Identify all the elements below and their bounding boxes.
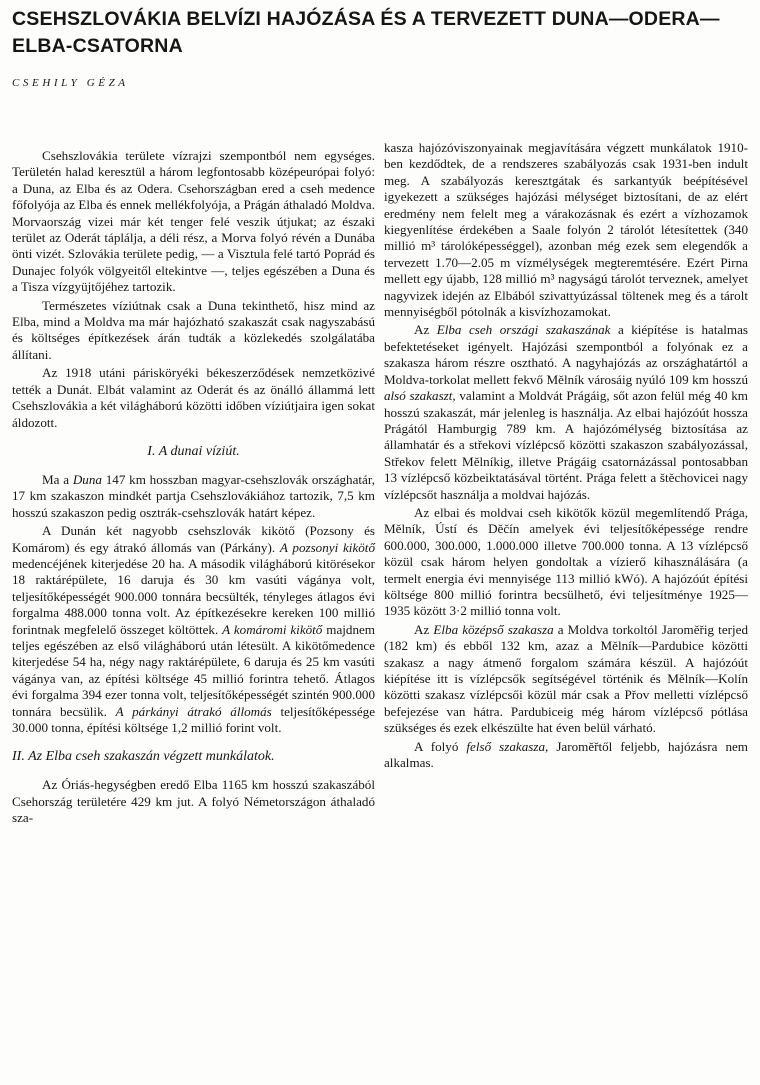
text-run: A Dunán két nagyobb csehszlovák kikötő (Pozsony és Komárom) és egy átrakó állomás van (Párkány). <box>12 523 375 555</box>
paragraph: Természetes víziútnak csak a Duna tekinthető, hisz mind az Elba, mind a Moldva ma már hajózható szakaszát csak nagyszabású és költséges építkezések árán tudták a közlekedés szolgálatába állítani. <box>12 297 375 362</box>
text-run: 147 km hosszban magyar-csehszlovák országhatár, 17 km szakaszon mindkét partja Csehszlovákiához tartozik, 7,5 km hosszú szakaszon pedig osztrák-csehszlovák határt képez. <box>12 471 375 520</box>
paragraph <box>12 472 375 521</box>
emphasis: felső szakasza, <box>466 738 549 754</box>
emphasis: Elba cseh országi szakaszának <box>436 322 611 338</box>
paragraph: kasza hajózóviszonyainak megjavítására végzett munkálatok 1910-ben kezdődtek, de a rendszeres szabályozás csak 1931-ben indult meg. A szabályozás keresztgátak és sarkantyúk beépítésével igyekezett a szükséges hajózási mélységet biztosítani, de az elért eredmény nem felelt meg a várakozásnak és ezért a vízhozamok kiegyenlítése érdekében a Saale folyón 2 tárolót létesítettek (340 millió m³ tárolóképességgel), azonban még ezek sem elegendők a tervezett 1.70—2.05 m vízmélységek megteremtésére. Ezért Pirna mellett egy újabb, 128 millió m³ nagyságú tárolót terveznek, amelyet nagyvizek idején az Elbából szivattyúzással töltenek meg és a tárolt mennyiségből pótolnák a kisvízhozamokat. <box>384 140 748 320</box>
paragraph: Az elbai és moldvai cseh kikötők közül megemlítendő Prága, Mělník, Ústí és Děčín amelyek évi teljesítőképessége rendre 600.000, 300.000, 1.000.000 illetve 700.000 tonna. A 13 vízlépcső közül csak három helyen gondoltak a vízierő kihasználására (a termelt energia évi mennyisége 113 millió kWó). A hajózóút építési költsége 800 millió forintra becsülhető, évi teljesítménye 1925—1935 között 3·2 millió tonna volt. <box>384 504 748 619</box>
text-run: Ma a <box>42 471 73 487</box>
paragraph <box>384 322 748 502</box>
left-column <box>12 148 375 827</box>
article-title: CSEHSZLOVÁKIA BELVÍZI HAJÓZÁSA ÉS A TERVEZETT DUNA—ODERA—ELBA-CSATORNA <box>12 8 720 57</box>
emphasis: Elba középső szakasza <box>433 621 554 637</box>
emphasis: A pozsonyi kikötő <box>279 539 375 555</box>
emphasis: A komáromi kikötő <box>222 621 323 637</box>
emphasis: Duna <box>72 471 102 487</box>
right-column <box>384 140 748 771</box>
text-run: A folyó <box>414 738 467 754</box>
paragraph: Az 1918 utáni párisköryéki békeszerződések nemzetközivé tették a Dunát. Elbát valamint az Oderát és az önálló állammá lett Csehszlovákia a két világháború közötti időben víziútjaira igen sokat áldozott. <box>12 365 375 430</box>
paragraph: Csehszlovákia területe vízrajzi szempontból nem egységes. Területén halad keresztül a három legfontosabb középeurópai folyó: a Duna, az Elba és az Odera. Csehországban ered a cseh medence főfolyója az Elba és ennek mellékfolyója, a Prágán áthaladó Moldva. Morvaország vizei már két tenger felé veszik útjukat; az északi terület az Oderát táplálja, a déli rész, a Morva folyó révén a Dunába önti vizét. Szlovákia területe pedig, — a Visztula felé tartó Poprád és Dunajec folyók völgyeitől eltekintve —, teljes egészében a Duna és a Tisza vízgyüjtőjéhez tartozik. <box>12 148 375 295</box>
text-run: Az <box>414 621 434 637</box>
text-run: valamint a Moldvát Prágáig, sőt azon felül még 40 km hosszú szakaszát, már jelenleg is használja. Az elbai hajózóút hossza Prágától Hamburgig 789 km. A hajózómélység biztosítása az államhatár és a střekovi vízlépcső közötti szakaszon szabályozással, Střekov felett Mělníkig, illetve Prágáig csatornázással pontosabban 13 vízlépcső közbeiktatásával történt. Prága felett a štěchovicei nagy vízlépcsőt használja a moldvai hajózás. <box>384 388 748 502</box>
text-run: a Moldva torkoltól Jaroměřig terjed (182 km) és ebből 132 km, azaz a Mělník—Pardubice közötti szakasz a nagy átmenő forgalom számára készül. A hajózóút kiépítése itt is vízlépcsők segítségével történik és Mělník—Kolín közötti szakasz vízlépcsői közül már csak a Přov melletti vízlépcső befejezése van hátra. Pardubiceig még három vízlépcső pótlása szükséges és ezek elkészülte hat éven belül várható. <box>384 621 748 736</box>
emphasis: A párkányi átrakó állomás <box>115 703 272 719</box>
text-run: a kiépítése is hatalmas befektetéseket igényelt. Hajózási szempontból a folyónak ez a szakasza három részre osztható. A nagyhajózás az országhatártól a Moldva-torkolat mellett fekvő Mělník városáig nyúló 109 km hosszú <box>384 322 749 387</box>
paragraph <box>12 523 375 736</box>
paragraph <box>384 739 748 772</box>
text-run: teljesítőképessége 30.000 tonna, építési költsége 1,2 millió forint volt. <box>12 703 376 735</box>
author-byline: CSEHILY GÉZA <box>12 77 129 89</box>
section-heading-elbe: II. Az Elba cseh szakaszán végzett munkálatok. <box>12 749 275 765</box>
text-run: Jaroměřtől feljebb, hajózásra nem alkalmas. <box>384 738 748 771</box>
paragraph: Az Óriás-hegységben eredő Elba 1165 km hosszú szakaszából Csehország területére 429 km jut. A folyó Németországon áthaladó sza- <box>12 777 375 826</box>
section-heading-danube: I. A dunai víziút. <box>147 443 240 459</box>
text-run: majdnem teljes egészében az első világháború után létesült. A kikötőmedence kiterjedése 54 ha, négy nagy raktárépülete, 6 daruja és 25 km vasúti vágánya van, az építési költsége 45 millió forintra tehető. Átlagos évi forgalma 394 ezer tonna volt, teljesítőképességét szintén 900.000 tonnára becsülik. <box>12 621 375 719</box>
text-run: Az <box>414 322 437 338</box>
paragraph <box>384 622 748 737</box>
text-run: medencéjének kiterjedése 20 ha. A második világháború kitörésekor 18 raktárépülete, 16 daruja és 30 km vasúti vágánya volt, teljesítőképességét 900.000 tonnára becsülték, tényleges átlagos évi forgalma 488.000 tonna volt. Az építkezésekre kereken 100 millió forintnak megfelelő összeget költöttek. <box>12 555 375 637</box>
emphasis: alsó szakaszt, <box>384 388 456 404</box>
